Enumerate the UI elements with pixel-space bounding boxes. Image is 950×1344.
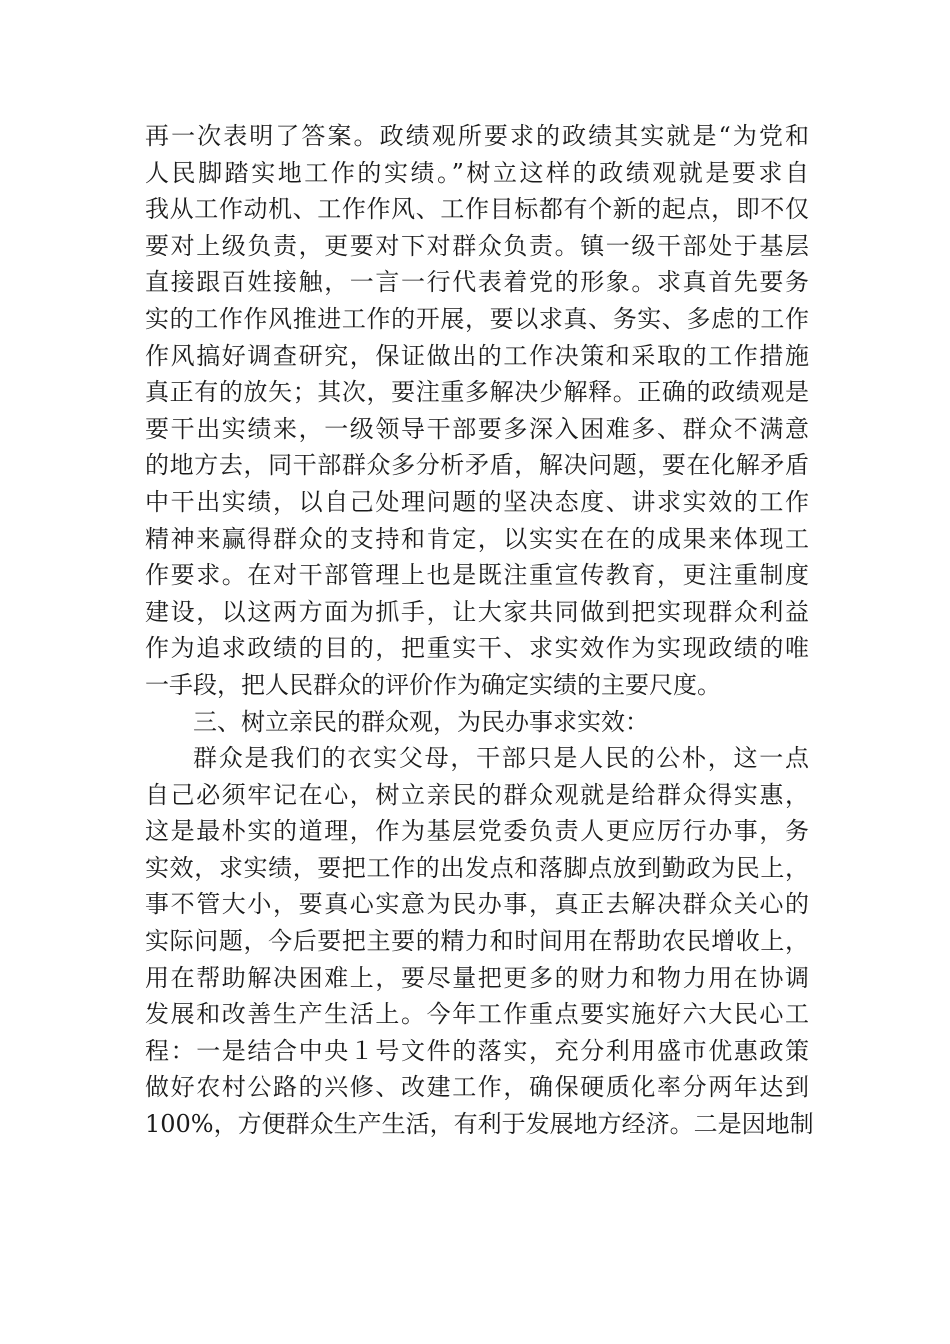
text-line: 人民脚踏实地工作的实绩。”树立这样的政绩观就是要求自	[145, 158, 809, 187]
text-line: 要干出实绩来，一级领导干部要多深入困难多、群众不满意	[145, 414, 809, 443]
paragraph	[145, 704, 809, 741]
text-line: 作要求。在对干部管理上也是既注重宣传教育，更注重制度	[145, 561, 809, 590]
text-line: 做好农村公路的兴修、改建工作，确保硬质化率分两年达到	[145, 1073, 809, 1102]
text-line: 三、树立亲民的群众观，为民办事求实效：	[193, 707, 649, 736]
text-line: 再一次表明了答案。政绩观所要求的政绩其实就是“为党和	[145, 122, 809, 150]
text-line: 一手段，把人民群众的评价作为确定实绩的主要尺度。	[145, 670, 721, 699]
text-line: 实效，求实绩，要把工作的出发点和落脚点放到勤政为民上，	[145, 853, 809, 882]
text-line: 自己必须牢记在心，树立亲民的群众观就是给群众得实惠，	[145, 780, 809, 809]
body-text	[145, 118, 814, 1143]
text-line: 要对上级负责，更要对下对群众负责。镇一级干部处于基层	[145, 231, 809, 260]
paragraph	[145, 118, 809, 704]
text-line: 建设，以这两方面为抓手，让大家共同做到把实现群众利益	[145, 597, 809, 626]
text-line: 事不管大小，要真心实意为民办事，真正去解决群众关心的	[145, 890, 809, 919]
text-line: 真正有的放矢；其次，要注重多解决少解释。正确的政绩观是	[145, 378, 809, 407]
text-line: 精神来赢得群众的支持和肯定，以实实在在的成果来体现工	[145, 524, 809, 553]
text-line: 100%，方便群众生产生活，有利于发展地方经济。二是因地制	[145, 1110, 814, 1139]
text-line: 发展和改善生产生活上。今年工作重点要实施好六大民心工	[145, 1000, 809, 1029]
text-line: 实际问题，今后要把主要的精力和时间用在帮助农民增收上，	[145, 927, 809, 956]
text-line: 程：一是结合中央１号文件的落实，充分利用盛市优惠政策	[145, 1036, 809, 1065]
text-line: 实的工作作风推进工作的开展，要以求真、务实、多虑的工作	[145, 304, 809, 333]
text-line: 我从工作动机、工作作风、工作目标都有个新的起点，即不仅	[145, 195, 809, 224]
text-line: 直接跟百姓接触，一言一行代表着党的形象。求真首先要务	[145, 268, 809, 297]
paragraph	[145, 740, 814, 1143]
text-line: 的地方去，同干部群众多分析矛盾，解决问题，要在化解矛盾	[145, 451, 809, 480]
text-line: 用在帮助解决困难上，要尽量把更多的财力和物力用在协调	[145, 963, 809, 992]
text-line: 作风搞好调查研究，保证做出的工作决策和采取的工作措施	[145, 341, 809, 370]
text-line: 这是最朴实的道理，作为基层党委负责人更应厉行办事，务	[145, 817, 809, 846]
text-line: 作为追求政绩的目的，把重实干、求实效作为实现政绩的唯	[145, 634, 809, 663]
text-line: 中干出实绩，以自己处理问题的坚决态度、讲求实效的工作	[145, 487, 809, 516]
text-line: 群众是我们的衣实父母，干部只是人民的公朴，这一点	[193, 744, 809, 773]
